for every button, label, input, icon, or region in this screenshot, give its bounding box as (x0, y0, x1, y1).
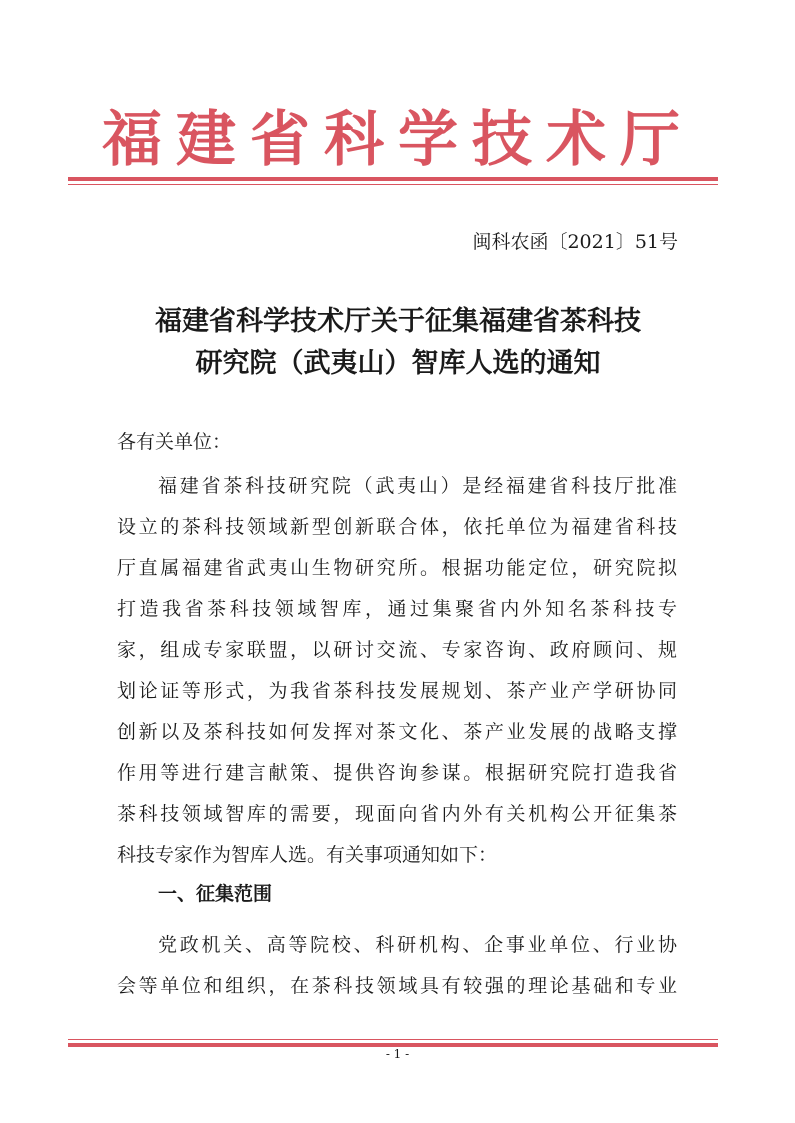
body-line: 打造我省茶科技领域智库，通过集聚省内外知名茶科技专 (117, 598, 677, 620)
body-line: 茶科技领域智库的需要，现面向省内外有关机构公开征集茶 (117, 803, 677, 825)
letterhead-rule-thick (68, 177, 718, 181)
body-line: 科技专家作为智库人选。有关事项通知如下： (117, 844, 498, 866)
body-paragraph-1 (117, 466, 677, 876)
document-number: 闽科农函〔2021〕51号 (472, 231, 678, 253)
body-paragraph-2 (117, 925, 677, 1007)
document-title-line: 福建省科学技术厅关于征集福建省茶科技 (155, 306, 641, 337)
body-line: 福建省茶科技研究院（武夷山）是经福建省科技厅批准 (158, 475, 677, 497)
body-line: 厅直属福建省武夷山生物研究所。根据功能定位，研究院拟 (117, 557, 677, 579)
body-line: 划论证等形式，为我省茶科技发展规划、茶产业产学研协同 (117, 680, 677, 702)
letterhead-title: 福建省科学技术厅 (102, 105, 694, 175)
page-number: - 1 - (385, 1047, 410, 1061)
body-line: 创新以及茶科技如何发挥对茶文化、茶产业发展的战略支撑 (117, 721, 677, 743)
section-heading: 一、征集范围 (158, 883, 273, 905)
letterhead-rule-thin (68, 184, 718, 185)
footer-rule-thin (68, 1039, 718, 1040)
salutation: 各有关单位： (117, 431, 232, 453)
body-line: 会等单位和组织，在茶科技领域具有较强的理论基础和专业 (117, 975, 677, 997)
document-title (68, 301, 728, 385)
body-line: 党政机关、高等院校、科研机构、企事业单位、行业协 (158, 934, 677, 956)
document-title-line: 研究院（武夷山）智库人选的通知 (195, 348, 601, 379)
body-line: 作用等进行建言献策、提供咨询参谋。根据研究院打造我省 (117, 762, 677, 784)
body-line: 家，组成专家联盟，以研讨交流、专家咨询、政府顾问、规 (117, 639, 677, 661)
body-line: 设立的茶科技领域新型创新联合体，依托单位为福建省科技 (117, 516, 677, 538)
